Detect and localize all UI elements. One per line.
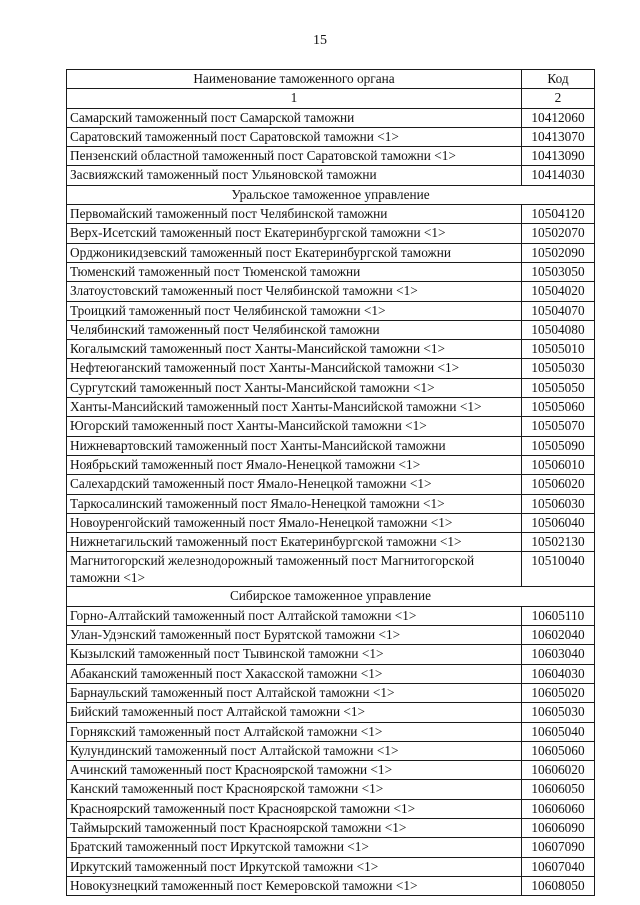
customs-post-name: Саратовский таможенный пост Саратовской таможни <1> xyxy=(67,127,522,146)
section-header-row xyxy=(67,185,595,204)
customs-post-code: 10602040 xyxy=(522,626,595,645)
customs-post-name: Засвияжский таможенный пост Ульяновской таможни xyxy=(67,166,522,185)
customs-post-code: 10414030 xyxy=(522,166,595,185)
customs-post-name: Таймырский таможенный пост Красноярской таможни <1> xyxy=(67,818,522,837)
table-row xyxy=(67,147,595,166)
section-title: Уральское таможенное управление xyxy=(67,185,595,204)
customs-post-code: 10502130 xyxy=(522,533,595,552)
customs-post-name: Ачинский таможенный пост Красноярской таможни <1> xyxy=(67,761,522,780)
customs-post-code: 10605060 xyxy=(522,741,595,760)
customs-post-name: Нефтеюганский таможенный пост Ханты-Мансийской таможни <1> xyxy=(67,359,522,378)
table-row xyxy=(67,127,595,146)
customs-post-name: Нижневартовский таможенный пост Ханты-Мансийской таможни xyxy=(67,436,522,455)
table-row xyxy=(67,722,595,741)
table-row xyxy=(67,606,595,625)
customs-post-name: Троицкий таможенный пост Челябинской таможни <1> xyxy=(67,301,522,320)
table-row xyxy=(67,533,595,552)
table-row xyxy=(67,340,595,359)
customs-post-code: 10604030 xyxy=(522,664,595,683)
table-row xyxy=(67,645,595,664)
customs-post-code: 10504070 xyxy=(522,301,595,320)
column-index-row xyxy=(67,89,595,108)
customs-post-name: Ханты-Мансийский таможенный пост Ханты-Мансийской таможни <1> xyxy=(67,398,522,417)
customs-post-code: 10605110 xyxy=(522,606,595,625)
customs-post-code: 10505060 xyxy=(522,398,595,417)
customs-post-name: Красноярский таможенный пост Красноярской таможни <1> xyxy=(67,799,522,818)
customs-post-code: 10510040 xyxy=(522,552,595,587)
customs-post-code: 10506040 xyxy=(522,513,595,532)
customs-post-name: Пензенский областной таможенный пост Саратовской таможни <1> xyxy=(67,147,522,166)
section-header-row xyxy=(67,587,595,606)
table-row xyxy=(67,320,595,339)
table-row xyxy=(67,166,595,185)
customs-post-code: 10506010 xyxy=(522,455,595,474)
header-name-cell: Наименование таможенного органа xyxy=(67,70,522,89)
customs-post-name: Иркутский таможенный пост Иркутской таможни <1> xyxy=(67,857,522,876)
customs-post-code: 10506020 xyxy=(522,475,595,494)
table-row xyxy=(67,398,595,417)
customs-post-name: Нижнетагильский таможенный пост Екатеринбургской таможни <1> xyxy=(67,533,522,552)
customs-post-name: Когалымский таможенный пост Ханты-Мансийской таможни <1> xyxy=(67,340,522,359)
table-row xyxy=(67,455,595,474)
customs-post-code: 10607090 xyxy=(522,838,595,857)
customs-post-code: 10504120 xyxy=(522,205,595,224)
customs-offices-table xyxy=(66,69,595,896)
table-row xyxy=(67,799,595,818)
customs-post-name: Челябинский таможенный пост Челябинской таможни xyxy=(67,320,522,339)
table-row xyxy=(67,838,595,857)
customs-post-code: 10505090 xyxy=(522,436,595,455)
customs-post-code: 10505070 xyxy=(522,417,595,436)
customs-post-code: 10607040 xyxy=(522,857,595,876)
customs-post-code: 10608050 xyxy=(522,876,595,895)
table-row xyxy=(67,378,595,397)
customs-post-code: 10502090 xyxy=(522,243,595,262)
table-row xyxy=(67,205,595,224)
customs-post-code: 10502070 xyxy=(522,224,595,243)
customs-post-name: Таркосалинский таможенный пост Ямало-Ненецкой таможни <1> xyxy=(67,494,522,513)
customs-post-name: Новокузнецкий таможенный пост Кемеровской таможни <1> xyxy=(67,876,522,895)
customs-post-name: Златоустовский таможенный пост Челябинской таможни <1> xyxy=(67,282,522,301)
table-row xyxy=(67,301,595,320)
table-row xyxy=(67,417,595,436)
customs-post-code: 10605030 xyxy=(522,703,595,722)
customs-post-name: Ноябрьский таможенный пост Ямало-Ненецкой таможни <1> xyxy=(67,455,522,474)
table-row xyxy=(67,243,595,262)
customs-post-code: 10505030 xyxy=(522,359,595,378)
customs-post-code: 10504020 xyxy=(522,282,595,301)
customs-post-name: Сургутский таможенный пост Ханты-Мансийской таможни <1> xyxy=(67,378,522,397)
column-index-code: 2 xyxy=(522,89,595,108)
table-row xyxy=(67,475,595,494)
customs-post-code: 10606060 xyxy=(522,799,595,818)
customs-post-name: Горно-Алтайский таможенный пост Алтайской таможни <1> xyxy=(67,606,522,625)
table-row xyxy=(67,224,595,243)
table-row xyxy=(67,552,595,587)
customs-post-code: 10606050 xyxy=(522,780,595,799)
table-row xyxy=(67,818,595,837)
customs-post-code: 10606020 xyxy=(522,761,595,780)
customs-post-name: Кулундинский таможенный пост Алтайской таможни <1> xyxy=(67,741,522,760)
customs-post-name: Улан-Удэнский таможенный пост Бурятской таможни <1> xyxy=(67,626,522,645)
customs-post-code: 10413090 xyxy=(522,147,595,166)
table-row xyxy=(67,857,595,876)
customs-post-code: 10605020 xyxy=(522,683,595,702)
customs-post-code: 10504080 xyxy=(522,320,595,339)
customs-post-name: Югорский таможенный пост Ханты-Мансийской таможни <1> xyxy=(67,417,522,436)
table-header-row xyxy=(67,70,595,89)
table-row xyxy=(67,626,595,645)
customs-post-name: Тюменский таможенный пост Тюменской таможни xyxy=(67,262,522,281)
table-row xyxy=(67,664,595,683)
table-row xyxy=(67,513,595,532)
table-row xyxy=(67,780,595,799)
header-code-cell: Код xyxy=(522,70,595,89)
page-number: 15 xyxy=(313,33,327,48)
table-row xyxy=(67,683,595,702)
column-index-name: 1 xyxy=(67,89,522,108)
customs-post-code: 10603040 xyxy=(522,645,595,664)
table-row xyxy=(67,494,595,513)
table-row xyxy=(67,703,595,722)
customs-post-name: Первомайский таможенный пост Челябинской таможни xyxy=(67,205,522,224)
customs-post-name: Кызылский таможенный пост Тывинской таможни <1> xyxy=(67,645,522,664)
customs-post-name: Салехардский таможенный пост Ямало-Ненецкой таможни <1> xyxy=(67,475,522,494)
customs-post-code: 10506030 xyxy=(522,494,595,513)
customs-post-name: Самарский таможенный пост Самарской таможни xyxy=(67,108,522,127)
section-title: Сибирское таможенное управление xyxy=(67,587,595,606)
table-row xyxy=(67,876,595,895)
customs-post-name: Барнаульский таможенный пост Алтайской таможни <1> xyxy=(67,683,522,702)
table-row xyxy=(67,359,595,378)
customs-post-name: Верх-Исетский таможенный пост Екатеринбургской таможни <1> xyxy=(67,224,522,243)
customs-post-code: 10606090 xyxy=(522,818,595,837)
customs-post-name: Магнитогорский железнодорожный таможенный пост Магнитогорской таможни <1> xyxy=(67,552,522,587)
table-row xyxy=(67,741,595,760)
customs-post-name: Горнякский таможенный пост Алтайской таможни <1> xyxy=(67,722,522,741)
customs-post-name: Орджоникидзевский таможенный пост Екатеринбургской таможни xyxy=(67,243,522,262)
table-row xyxy=(67,108,595,127)
customs-post-code: 10413070 xyxy=(522,127,595,146)
customs-post-name: Братский таможенный пост Иркутской таможни <1> xyxy=(67,838,522,857)
customs-post-name: Канский таможенный пост Красноярской таможни <1> xyxy=(67,780,522,799)
table-row xyxy=(67,436,595,455)
table-row xyxy=(67,282,595,301)
customs-post-code: 10412060 xyxy=(522,108,595,127)
table-row xyxy=(67,761,595,780)
customs-post-name: Новоуренгойский таможенный пост Ямало-Ненецкой таможни <1> xyxy=(67,513,522,532)
customs-post-code: 10505050 xyxy=(522,378,595,397)
customs-post-code: 10605040 xyxy=(522,722,595,741)
customs-post-name: Абаканский таможенный пост Хакасской таможни <1> xyxy=(67,664,522,683)
customs-post-code: 10505010 xyxy=(522,340,595,359)
customs-post-name: Бийский таможенный пост Алтайской таможни <1> xyxy=(67,703,522,722)
customs-post-code: 10503050 xyxy=(522,262,595,281)
table-row xyxy=(67,262,595,281)
